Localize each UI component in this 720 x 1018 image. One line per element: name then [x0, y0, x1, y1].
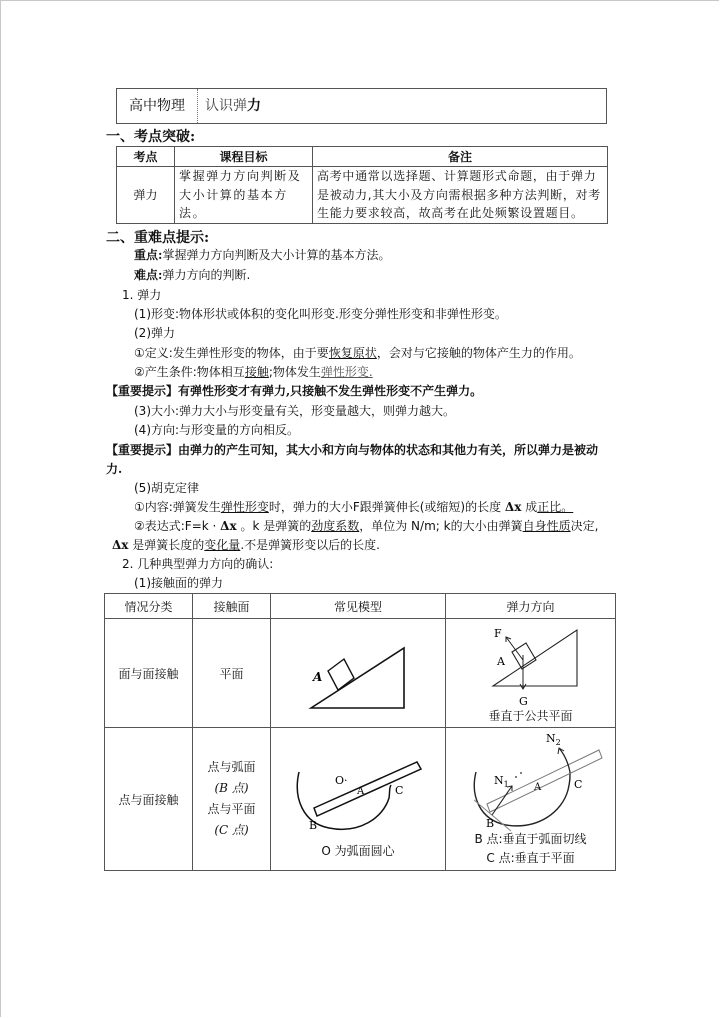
label-B: B [309, 819, 318, 832]
item1-title: 1. 弹力 [122, 288, 162, 302]
formula-u1: 劲度系数 [311, 519, 360, 533]
direction-caption: 垂直于公共平面 [488, 709, 573, 723]
label-B: B [486, 817, 495, 830]
section2-heading: 二、重难点提示: [106, 230, 210, 246]
delta-prefix: 是弹簧长度的 [128, 538, 205, 552]
label-N1 [494, 774, 509, 789]
important-tip-2-line1: 【重要提示】由弹力的产生可知，其大小和方向与物体的状态和其他力有关，所以弹力是被动 [106, 443, 599, 457]
cond-prefix: ②产生条件:物体相互 [134, 365, 245, 379]
label-N2-sub: 2 [555, 738, 561, 747]
col-header-direction: 弹力方向 [446, 594, 616, 619]
key-label: 重点: [134, 248, 163, 262]
direction-caption-b: B 点:垂直于弧面切线 [474, 832, 587, 846]
surface-line: (B 点) [214, 781, 249, 795]
topic-label [205, 89, 261, 123]
col-header-note: 备注 [313, 147, 608, 167]
delta-symbol: Δx [112, 538, 129, 552]
direction-caption-c: C 点:垂直于平面 [486, 851, 575, 865]
def-prefix: ①定义:发生弹性形变的物体，由于要 [134, 346, 329, 360]
delta-u: 变化量 [204, 538, 241, 552]
important-tip-1: 【重要提示】有弹性形变才有弹力,只接触不发生弹性形变不产生弹力。 [106, 384, 483, 398]
size-text: (3)大小:弹力大小与形变量有关，形变量越大，则弹力越大。 [134, 404, 456, 418]
deformation-text: (1)形变:物体形状或体积的变化叫形变.形变分弹性形变和非弹性形变。 [134, 307, 507, 321]
cond-mid: ;物体发生 [268, 365, 321, 379]
title-box [116, 88, 607, 124]
surface-line: 点与弧面 [207, 760, 256, 774]
cell-model [271, 619, 446, 728]
hooke-title: (5)胡克定律 [134, 481, 199, 495]
col-header-model: 常见模型 [271, 594, 446, 619]
cell-note: 高考中通常以选择题、计算题形式命题，由于弹力是被动力,其大小及方向需根据多种方法判断，对考生能力要求较高，故高考在此处频繁设置题目。 [313, 167, 608, 224]
cell-point: 弹力 [117, 167, 175, 224]
cond-u2: 弹性形变. [320, 365, 373, 379]
table-header-row [105, 594, 616, 619]
important-tip-2-line2: 力. [106, 462, 123, 476]
label-N2-main: N [546, 732, 556, 745]
formula-mid: 。k 是弹簧的 [236, 519, 312, 533]
cell-direction [446, 728, 616, 871]
label-A: A [497, 655, 505, 668]
key-point [134, 247, 390, 263]
col-header-surface: 接触面 [193, 594, 271, 619]
cell-category: 点与面接触 [105, 728, 193, 871]
table-row [117, 167, 608, 224]
hooke-mid2: 成 [521, 500, 538, 514]
cell-surface [193, 728, 271, 871]
item2-title: 2. 几种典型弹力方向的确认: [122, 557, 274, 571]
cell-model [271, 728, 446, 871]
cell-surface: 平面 [193, 619, 271, 728]
col-header-category: 情况分类 [105, 594, 193, 619]
formula-mid2: ，单位为 N/m; k的大小由弹簧 [359, 519, 523, 533]
section1-heading: 一、考点突破: [106, 129, 196, 145]
elastic-force-title: (2)弹力 [134, 326, 175, 340]
cell-direction [446, 619, 616, 728]
subject-label: 高中物理 [117, 89, 198, 123]
label-F: F [494, 627, 502, 640]
hooke-prefix: ①内容:弹簧发生 [134, 500, 221, 514]
col-header-point: 考点 [117, 147, 175, 167]
formula-delta: Δx [220, 519, 237, 533]
hooke-delta: Δx [504, 500, 522, 514]
hooke-u2: 正比。 [537, 500, 574, 514]
direction-text: (4)方向:与形变量的方向相反。 [134, 423, 300, 437]
topic-suffix: 力 [247, 98, 261, 114]
label-N1-main: N [494, 774, 504, 787]
cond-u1: 接触 [244, 365, 269, 379]
condition-text [134, 364, 373, 380]
topic-prefix: 认识弹 [205, 98, 247, 114]
contact-force-title: (1)接触面的弹力 [134, 576, 223, 590]
hooke-content [134, 499, 573, 515]
hooke-mid: 时，弹力的大小F跟弹簧伸长(或缩短)的长度 [268, 500, 505, 514]
label-N2 [546, 732, 561, 747]
table-row [105, 728, 616, 871]
table-header-row [117, 147, 608, 167]
incline-block-diagram [271, 619, 446, 727]
label-O: O· [335, 774, 348, 787]
def-suffix: ，会对与它接触的物体产生力的作用。 [376, 346, 581, 360]
formula-u2: 自身性质 [522, 519, 571, 533]
formula-suffix: 决定, [570, 519, 599, 533]
table-row [105, 619, 616, 728]
hooke-formula [134, 518, 598, 534]
difficulty-label: 难点: [134, 268, 163, 282]
surface-line: (C 点) [214, 823, 249, 837]
label-N1-sub: 1 [503, 780, 509, 789]
cell-category: 面与面接触 [105, 619, 193, 728]
difficulty-text: 弹力方向的判断. [162, 268, 251, 282]
definition-text [134, 345, 581, 361]
label-A: A [313, 670, 323, 684]
cell-goal: 掌握弹力方向判断及大小计算的基本方法。 [175, 167, 313, 224]
label-G: G [519, 695, 528, 708]
surface-line: 点与平面 [207, 802, 256, 816]
label-C: C [574, 778, 583, 791]
model-caption: O 为弧面圆心 [321, 844, 395, 858]
formula-prefix: ②表达式:F=k · [134, 519, 221, 533]
label-C: C [395, 784, 404, 797]
label-A: A [357, 786, 365, 797]
label-A: A [534, 782, 542, 793]
col-header-goal: 课程目标 [175, 147, 313, 167]
contact-force-table [104, 593, 616, 871]
hooke-u1: 弹性形变 [220, 500, 269, 514]
exam-points-table [116, 146, 608, 224]
def-underline: 恢复原状 [328, 346, 377, 360]
delta-explanation [112, 537, 380, 553]
difficulty-point [134, 267, 250, 283]
key-text: 掌握弹力方向判断及大小计算的基本方法。 [162, 248, 391, 262]
delta-suffix: .不是弹簧形变以后的长度. [240, 538, 380, 552]
